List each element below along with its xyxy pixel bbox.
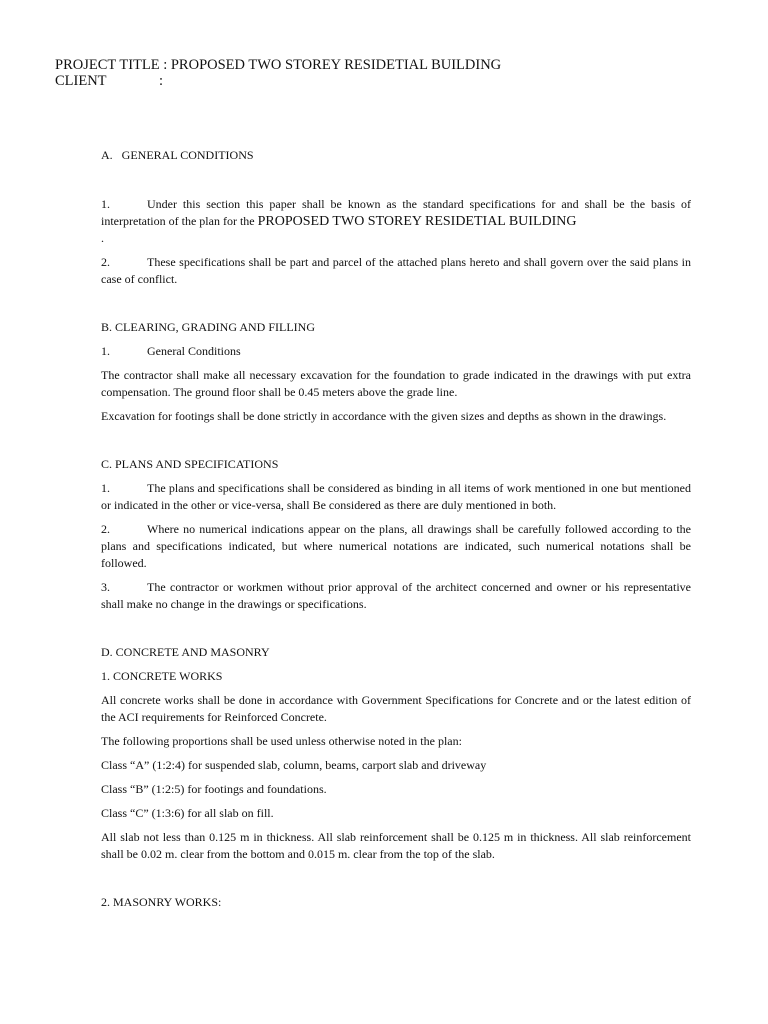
section-d-heading: D. CONCRETE AND MASONRY: [101, 645, 270, 659]
item-tail: .: [101, 231, 104, 245]
project-name-inline: PROPOSED TWO STOREY RESIDETIAL BUILDING: [257, 214, 577, 229]
item-number: 1.: [101, 481, 110, 495]
section-d-paragraph-2: The following proportions shall be used unless otherwise noted in the plan:: [101, 734, 462, 748]
class-b-line: Class “B” (1:2:5) for footings and foundations.: [101, 782, 327, 796]
document-body: [101, 147, 691, 911]
client-line: [55, 73, 501, 89]
section-c-item-1: [101, 480, 691, 514]
item-text: Where no numerical indications appear on the plans, all drawings shall be carefully followed according to the plans and specifications indicated, but where numerical notations are indicated, such numerical notations shall be followed.: [101, 522, 691, 570]
class-a-line: Class “A” (1:2:4) for suspended slab, column, beams, carport slab and driveway: [101, 758, 487, 772]
section-a-item-1: [101, 196, 691, 247]
section-d-paragraph-1: All concrete works shall be done in accordance with Government Specifications for Concrete and or the latest edition of the ACI requirements for Reinforced Concrete.: [101, 693, 691, 724]
item-text: Under this section this paper shall be known as the standard specifications for and shall be the basis of interpretation of the plan for the: [101, 197, 691, 228]
item-text: The plans and specifications shall be considered as binding in all items of work mentioned in one but mentioned or indicated in the other or vice-versa, shall Be considered as there are duly mentioned in both.: [101, 481, 691, 512]
section-c-item-3: [101, 579, 691, 613]
item-number: 2.: [101, 255, 110, 269]
project-title: PROJECT TITLE : PROPOSED TWO STOREY RESIDETIAL BUILDING: [55, 57, 502, 73]
section-c-heading: C. PLANS AND SPECIFICATIONS: [101, 457, 279, 471]
masonry-works-heading: 2. MASONRY WORKS:: [101, 895, 222, 909]
item-text: These specifications shall be part and parcel of the attached plans hereto and shall govern over the said plans in case of conflict.: [101, 255, 691, 286]
client-label: CLIENT: [55, 73, 107, 89]
class-c-line: Class “C” (1:3:6) for all slab on fill.: [101, 806, 274, 820]
section-a-item-2: [101, 254, 691, 288]
section-a-heading: A. GENERAL CONDITIONS: [101, 148, 254, 162]
section-c-item-2: [101, 521, 691, 572]
item-number: 3.: [101, 580, 110, 594]
section-b-paragraph-2: Excavation for footings shall be done strictly in accordance with the given sizes and depths as shown in the drawings.: [101, 409, 667, 423]
section-b-subheading: [101, 343, 691, 360]
item-number: 1.: [101, 197, 110, 211]
concrete-works-heading: 1. CONCRETE WORKS: [101, 669, 223, 683]
document-header: [55, 57, 501, 89]
section-b-paragraph-1: The contractor shall make all necessary excavation for the foundation to grade indicated in the drawings with put extra compensation. The ground floor shall be 0.45 meters above the grade line.: [101, 368, 691, 399]
client-colon: :: [159, 73, 164, 89]
section-b-heading: B. CLEARING, GRADING AND FILLING: [101, 320, 315, 334]
section-d-paragraph-3: All slab not less than 0.125 m in thickness. All slab reinforcement shall be 0.125 m in thickness. All slab reinforcement shall be 0.02 m. clear from the bottom and 0.015 m. clear from the top of the slab.: [101, 830, 691, 861]
item-number: 2.: [101, 522, 110, 536]
item-number: 1.: [101, 344, 110, 358]
subheading-label: General Conditions: [147, 344, 241, 358]
item-text: The contractor or workmen without prior approval of the architect concerned and owner or his representative shall make no change in the drawings or specifications.: [101, 580, 691, 611]
